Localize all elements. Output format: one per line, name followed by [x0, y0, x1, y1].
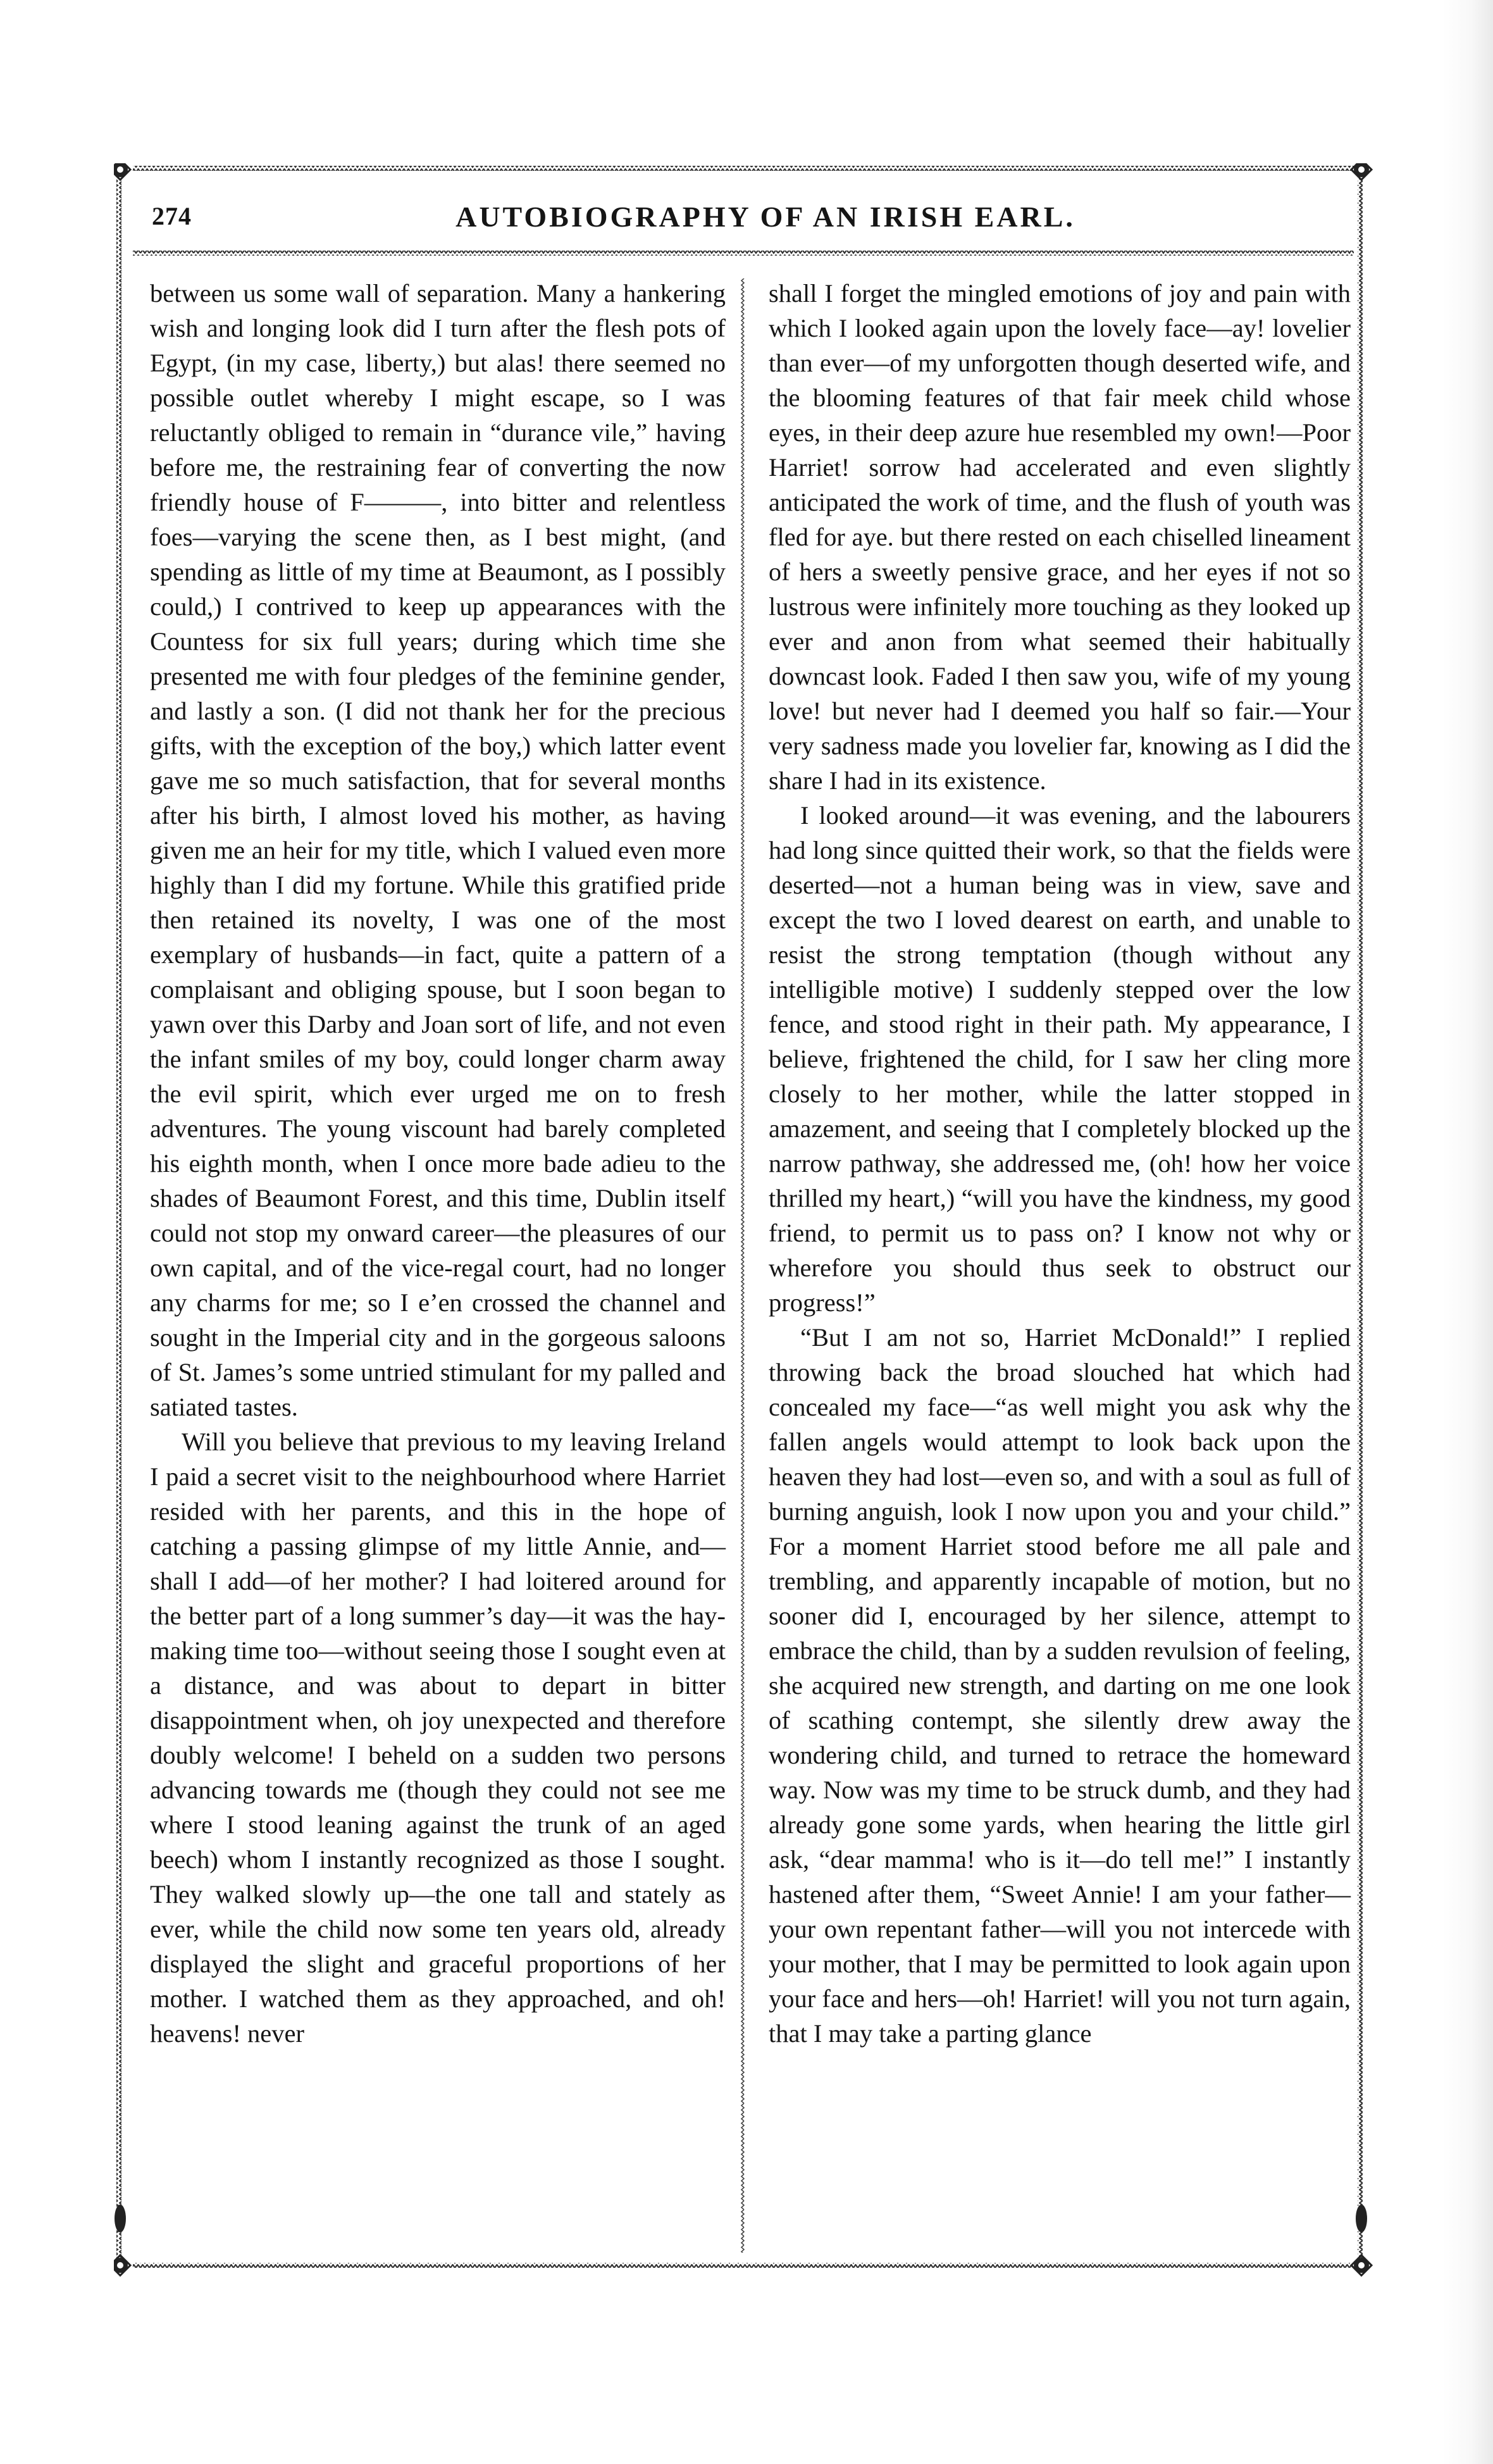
bottom-border-line: [133, 2263, 1354, 2268]
right-paragraph-2: I looked around—it was evening, and the labourers had long since quitted their work, so that the fields were deserted—not a human being was in view, save and except the two I loved dearest on earth, and unable to resist the strong temptation (though without any intelligible motive) I suddenly stepped over the low fence, and stood right in their path. My appearance, I believe, frightened the child, for I saw her cling more closely to her mother, while the latter stopped in amazement, and seeing that I completely blocked up the narrow pathway, she addressed me, (oh! how her voice thrilled my heart,) “will you have the kindness, my good friend, to permit us to pass on? I know not why or wherefore you should thus seek to obstruct our progress!”: [769, 801, 1351, 1317]
right-paragraph-3: “But I am not so, Harriet McDonald!” I replied throwing back the broad slouched hat which had concealed my face—“as well might you ask why the fallen angels would attempt to look back upon the heaven they had lost—even so, and with a soul as full of burning anguish, look I now upon you and your child.” For a moment Harriet stood before me all pale and trembling, and apparently incapable of motion, but no sooner did I, encouraged by her silence, attempt to embrace the child, than by a sudden revulsion of feeling, she acquired new strength, and darting on me one look of scathing contempt, she silently drew away the wondering child, and turned to retrace the homeward way. Now was my time to be struck dumb, and they had already gone some yards, when hearing the little girl ask, “dear mamma! who is it—do tell me!” I instantly hastened after them, “Sweet Annie! I am your father—your own repentant father—will you not intercede with your mother, that I may be permitted to look again upon your face and hers—oh! Harriet! will you not turn again, that I may take a parting glance: [769, 1323, 1351, 2048]
page-number: 274: [152, 202, 192, 230]
top-border-line: [133, 166, 1354, 171]
right-column: [769, 276, 1351, 2051]
left-border-line: [116, 178, 121, 2260]
left-column: [150, 276, 726, 2051]
column-divider: [740, 278, 746, 2253]
header-rule: [133, 251, 1354, 256]
running-title: AUTOBIOGRAPHY OF AN IRISH EARL.: [455, 201, 1075, 233]
right-paragraph-1: shall I forget the mingled emotions of joy and pain with which I looked again upon the lovely face—ay! lovelier than ever—of my unforgotten though deserted wife, and the blooming features of that fair meek child whose eyes, in their deep azure hue resembled my own!—Poor Harriet! sorrow had accelerated and even slightly anticipated the work of time, and the flush of youth was fled for aye. but there rested on each chiselled lineament of hers a sweetly pensive grace, and her eyes if not so lustrous were infinitely more touching as they looked up ever and anon from what seemed their habitually downcast look. Faded I then saw you, wife of my young love! but never had I deemed you half so fair.—Your very sadness made you lovelier far, knowing as I did the share I had in its existence.: [769, 279, 1351, 795]
right-border-line: [1358, 178, 1363, 2260]
page-edge-shading: [1442, 0, 1493, 2464]
left-paragraph-1: between us some wall of separation. Many a hankering wish and longing look did I turn after the flesh pots of Egypt, (in my case, liberty,) but alas! there seemed no possible outlet whereby I might escape, so I was reluctantly obliged to remain in “durance vile,” having before me, the restraining fear of converting the now friendly house of F———, into bitter and relentless foes—varying the scene then, as I best might, (and spending as little of my time at Beaumont, as I possibly could,) I contrived to keep up appearances with the Countess for six full years; during which time she presented me with four pledges of the feminine gender, and lastly a son. (I did not thank her for the precious gifts, with the exception of the boy,) which latter event gave me so much satisfaction, that for several months after his birth, I almost loved his mother, as having given me an heir for my title, which I valued even more highly than I did my fortune. While this gratified pride then retained its novelty, I was one of the most exemplary of husbands—in fact, quite a pattern of a complaisant and obliging spouse, but I soon began to yawn over this Darby and Joan sort of life, and not even the infant smiles of my boy, could longer charm away the evil spirit, which ever urged me on to fresh adventures. The young viscount had barely completed his eighth month, when I once more bade adieu to the shades of Beaumont Forest, and this time, Dublin itself could not stop my onward career—the pleasures of our own capital, and of the vice-regal court, had no longer any charms for me; so I e’en crossed the channel and sought in the Imperial city and in the gorgeous saloons of St. James’s some untried stimulant for my palled and satiated tastes.: [150, 279, 726, 1421]
left-paragraph-2: Will you believe that previous to my leaving Ireland I paid a secret visit to the neighbourhood where Harriet resided with her parents, and this in the hope of catching a passing glimpse of my little Annie, and—shall I add—of her mother? I had loitered around for the better part of a long summer’s day—it was the hay-making time too—without seeing those I sought even at a distance, and was about to depart in bitter disappointment when, oh joy unexpected and therefore doubly welcome! I beheld on a sudden two persons advancing towards me (though they could not see me where I stood leaning against the trunk of an aged beech) whom I instantly recognized as those I sought. They walked slowly up—the one tall and stately as ever, while the child now some ten years old, already displayed the slight and graceful proportions of her mother. I watched them as they approached, and oh! heavens! never: [150, 1428, 726, 2048]
